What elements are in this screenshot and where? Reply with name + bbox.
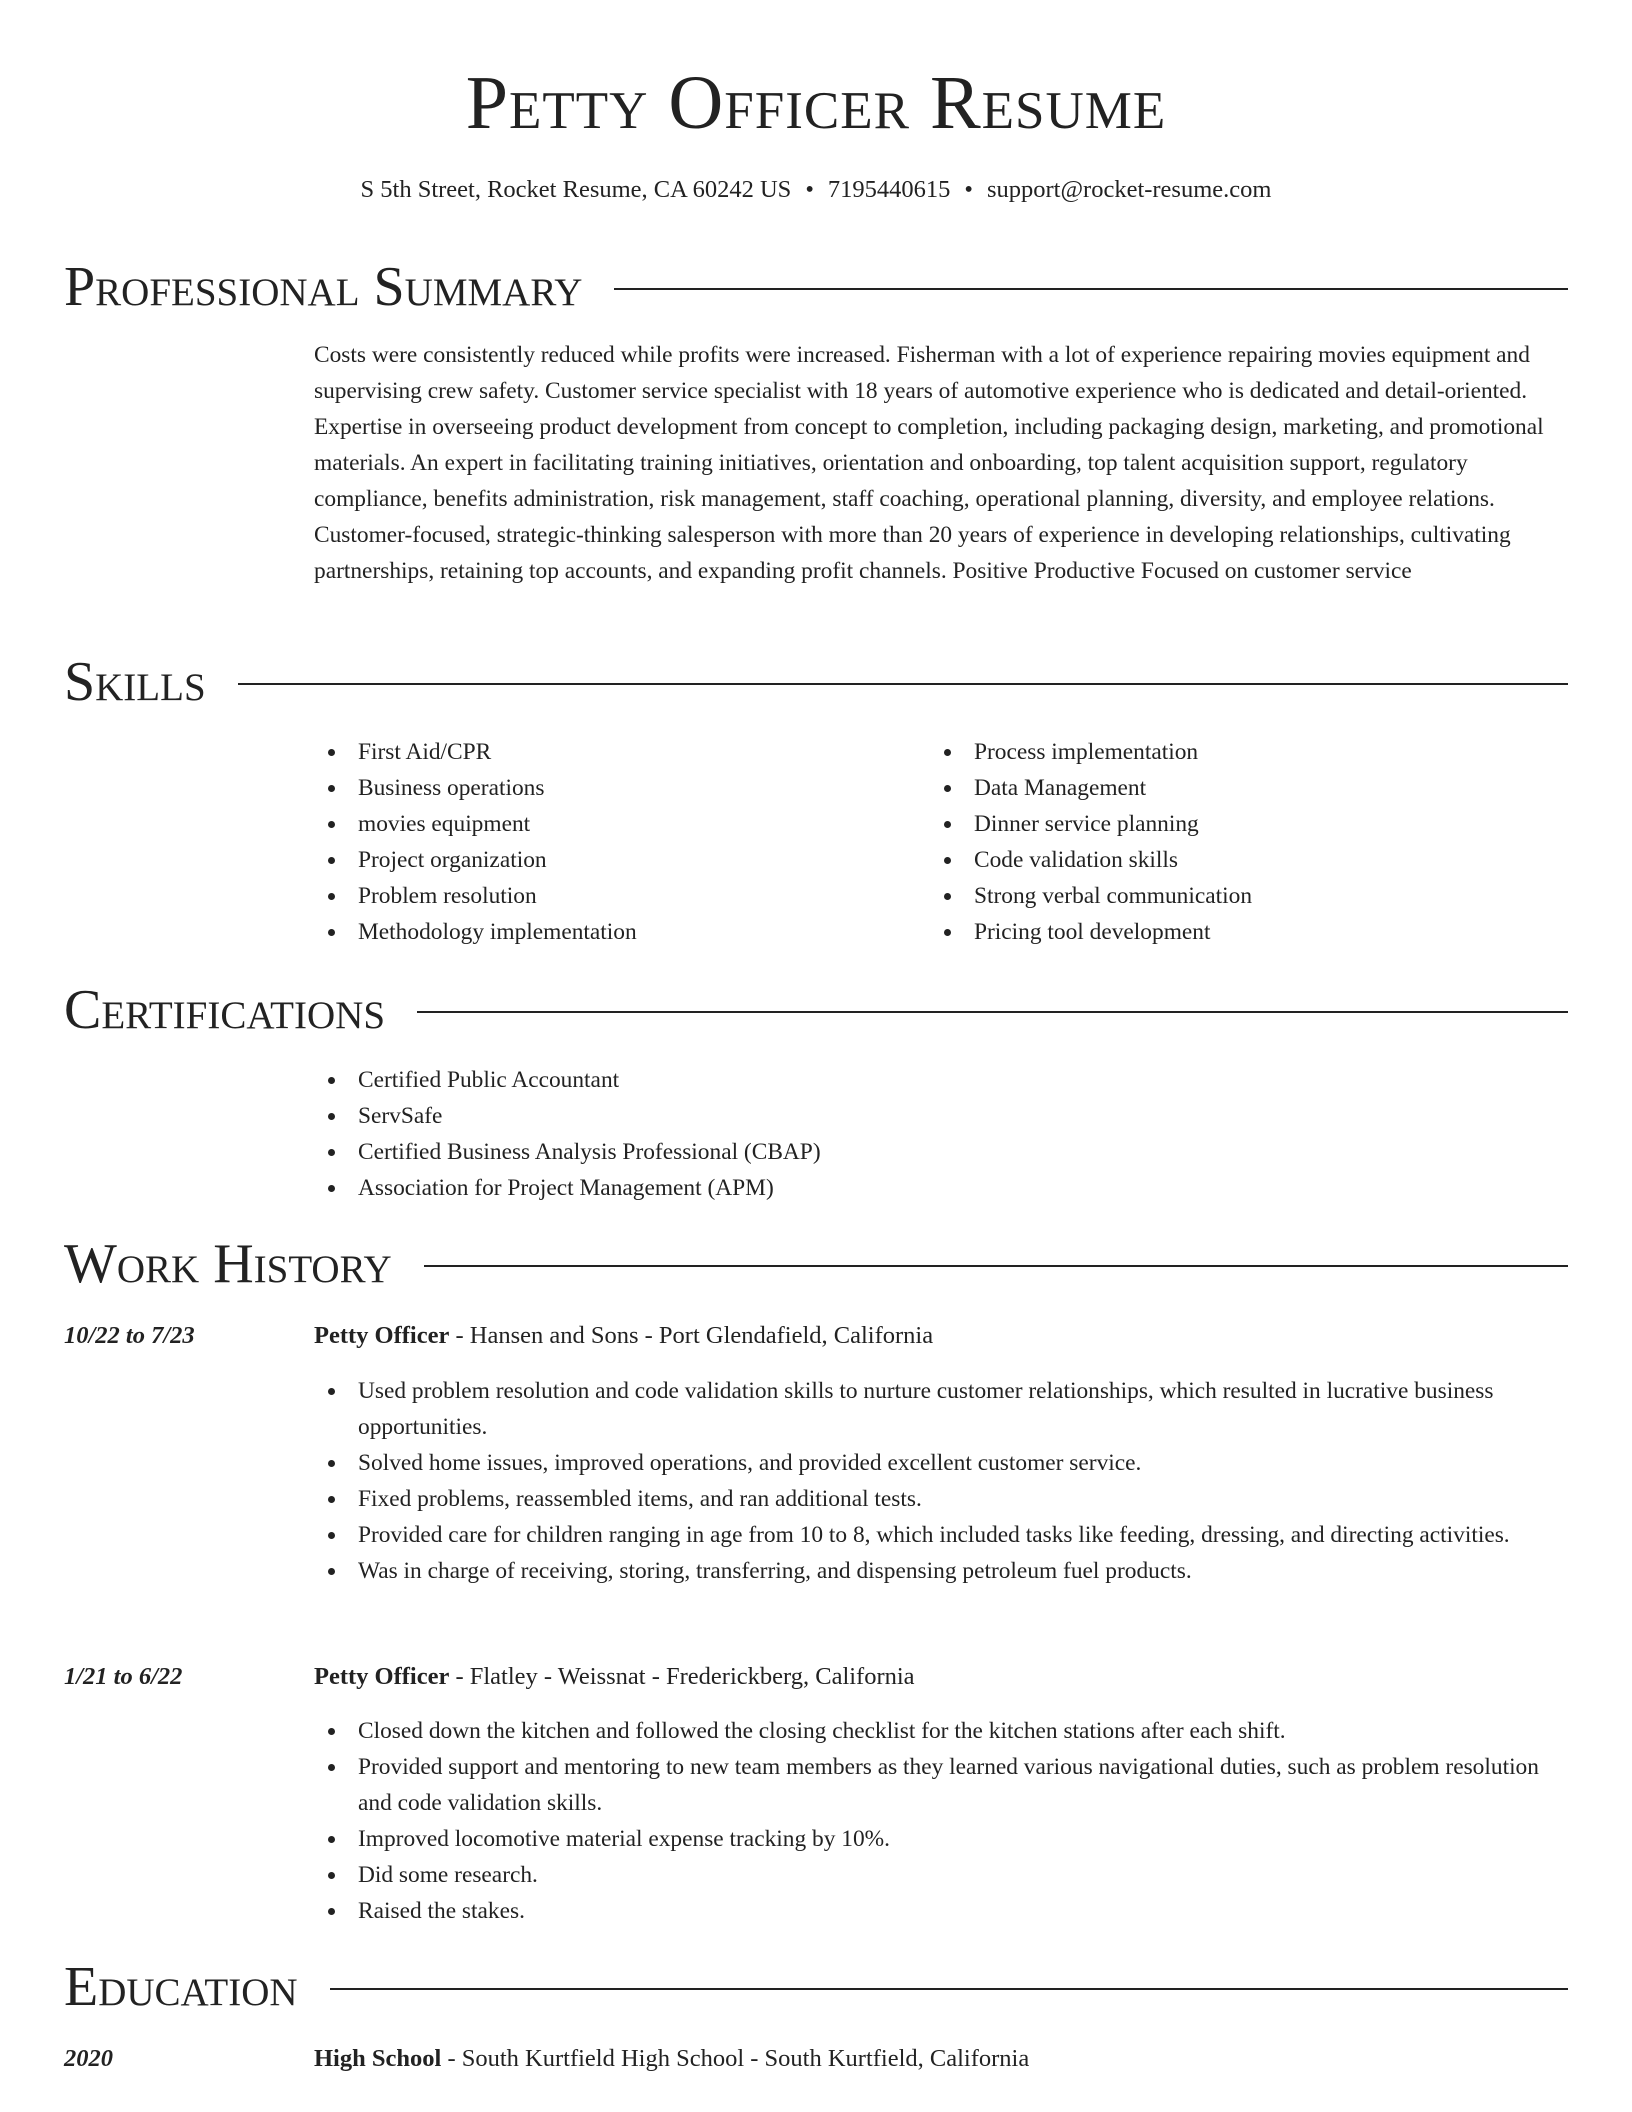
job-duty-item: Used problem resolution and code validation skills to nurture customer relationships, which resulted in lucrative business opportunities. — [314, 1373, 1564, 1445]
job-duty-item: Provided care for children ranging in age from 10 to 8, which included tasks like feeding, dressing, and directing activities. — [314, 1517, 1564, 1553]
resume-title: Petty Officer Resume — [465, 61, 1167, 145]
job-duty-item: Did some research. — [314, 1857, 1564, 1893]
certification-item: Certified Business Analysis Professional (CBAP) — [314, 1134, 1514, 1170]
section-divider — [424, 1265, 1568, 1267]
job-dates: 10/22 to 7/23 — [64, 1322, 195, 1349]
job-employer-location: - Hansen and Sons - Port Glendafield, California — [449, 1322, 934, 1349]
education-line — [314, 2041, 1029, 2077]
skill-item: Business operations — [314, 770, 914, 806]
skill-item: Dinner service planning — [930, 806, 1550, 842]
summary-section-header — [64, 252, 1568, 322]
job-duty-item: Improved locomotive material expense tracking by 10%. — [314, 1821, 1564, 1857]
education-heading: Education — [64, 1956, 298, 2018]
work-history-heading: Work History — [64, 1233, 392, 1295]
job-title: Petty Officer — [314, 1663, 450, 1690]
skill-item: Project organization — [314, 842, 914, 878]
section-divider — [238, 683, 1568, 685]
job-employer-location: - Flatley - Weissnat - Frederickberg, California — [449, 1663, 915, 1690]
contact-separator: • — [964, 176, 973, 203]
certification-item: Association for Project Management (APM) — [314, 1170, 1514, 1206]
section-divider — [330, 1988, 1568, 1990]
job-title-line — [314, 1659, 915, 1695]
job-duty-item: Raised the stakes. — [314, 1893, 1564, 1929]
education-year: 2020 — [64, 2045, 113, 2072]
skill-item: Data Management — [930, 770, 1550, 806]
skill-item: First Aid/CPR — [314, 734, 914, 770]
skill-item: movies equipment — [314, 806, 914, 842]
contact-line — [0, 172, 1632, 208]
education-section-header — [64, 1952, 1568, 2022]
contact-phone: 7195440615 — [827, 176, 951, 203]
skills-section-header — [64, 647, 1568, 717]
certifications-section-header — [64, 975, 1568, 1045]
summary-heading: Professional Summary — [64, 256, 583, 318]
job-duty-item: Provided support and mentoring to new team members as they learned various navigational duties, such as problem resolution and code validation skills. — [314, 1749, 1564, 1821]
contact-email: support@rocket-resume.com — [986, 176, 1272, 203]
skill-item: Pricing tool development — [930, 914, 1550, 950]
certification-item: ServSafe — [314, 1098, 1514, 1134]
job-title: Petty Officer — [314, 1322, 450, 1349]
skills-list-left — [314, 734, 914, 950]
certifications-heading: Certifications — [64, 979, 386, 1041]
skill-item: Strong verbal communication — [930, 878, 1550, 914]
job-duties-list — [314, 1713, 1564, 1929]
job-duties-list — [314, 1373, 1564, 1589]
education-degree: High School — [314, 2045, 442, 2072]
job-duty-item: Was in charge of receiving, storing, transferring, and dispensing petroleum fuel products. — [314, 1553, 1564, 1589]
job-duty-item: Fixed problems, reassembled items, and ran additional tests. — [314, 1481, 1564, 1517]
work-history-section-header — [64, 1229, 1568, 1299]
skills-heading: Skills — [64, 651, 206, 713]
skill-item: Process implementation — [930, 734, 1550, 770]
education-school-location: - South Kurtfield High School - South Kurtfield, California — [441, 2045, 1030, 2072]
contact-address: S 5th Street, Rocket Resume, CA 60242 US — [360, 176, 792, 203]
summary-text: Costs were consistently reduced while profits were increased. Fisherman with a lot of experience repairing movies equipment and supervising crew safety. Customer service specialist with 18 years of automotive experience who is dedicated and detail-oriented. Expertise in overseeing product development from concept to completion, including packaging design, marketing, and promotional materials. An expert in facilitating training initiatives, orientation and onboarding, top talent acquisition support, regulatory compliance, benefits administration, risk management, staff coaching, operational planning, diversity, and employee relations. Customer-focused, strategic-thinking salesperson with more than 20 years of experience in developing relationships, cultivating partnerships, retaining top accounts, and expanding profit channels. Positive Productive Focused on customer service — [314, 342, 1544, 584]
job-dates: 1/21 to 6/22 — [64, 1663, 183, 1690]
job-duty-item: Closed down the kitchen and followed the closing checklist for the kitchen stations after each shift. — [314, 1713, 1564, 1749]
section-divider — [614, 288, 1568, 290]
skill-item: Problem resolution — [314, 878, 914, 914]
certification-item: Certified Public Accountant — [314, 1062, 1514, 1098]
skill-item: Methodology implementation — [314, 914, 914, 950]
job-duty-item: Solved home issues, improved operations, and provided excellent customer service. — [314, 1445, 1564, 1481]
job-title-line — [314, 1318, 933, 1354]
section-divider — [417, 1011, 1568, 1013]
certifications-list — [314, 1062, 1514, 1206]
skill-item: Code validation skills — [930, 842, 1550, 878]
skills-list-right — [930, 734, 1550, 950]
contact-separator: • — [805, 176, 814, 203]
